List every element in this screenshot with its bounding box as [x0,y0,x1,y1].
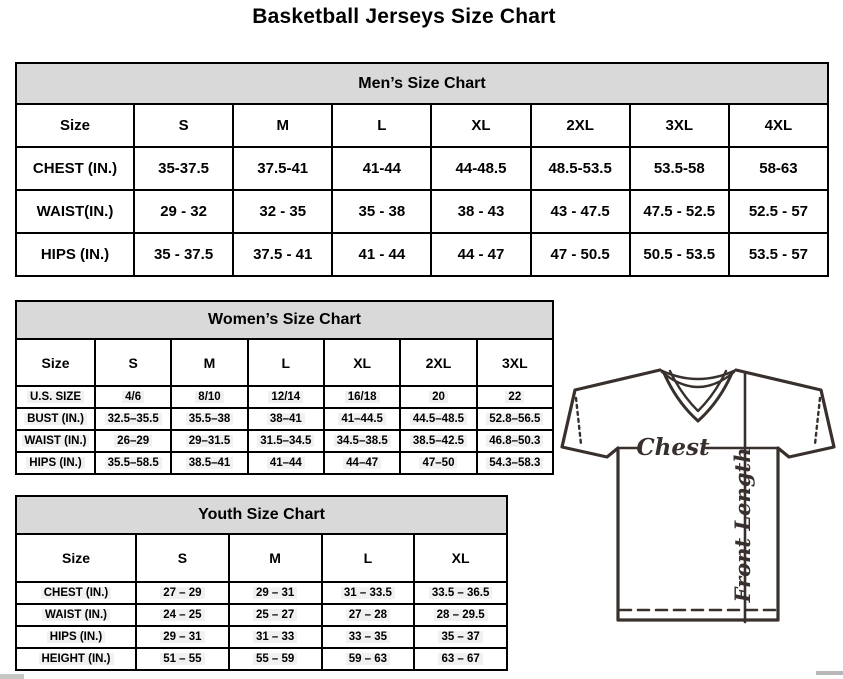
table-cell [324,386,400,408]
cell-value: 38.5–42.5 [410,435,467,447]
mens-table-title: Men’s Size Chart [16,63,828,104]
table-row [16,604,507,626]
table-cell [171,452,247,474]
cell-value: 29 – 31 [253,587,297,599]
column-header: XL [431,104,530,147]
table-cell [229,648,322,670]
row-label [16,386,95,408]
cell-value: HIPS (IN.) [26,457,84,469]
table-cell [477,386,553,408]
cell-value: CHEST (IN.) [41,587,112,599]
table-cell: 47.5 - 52.5 [630,190,729,233]
cell-value: 44.5–48.5 [410,413,467,425]
cell-value: 35.5–58.5 [105,457,162,469]
table-cell [400,430,476,452]
table-cell: 52.5 - 57 [729,190,828,233]
cell-value: 41–44 [267,457,305,469]
cell-value: 27 – 28 [346,609,390,621]
table-cell: 41-44 [332,147,431,190]
womens-size-table [15,300,554,473]
column-header: Size [16,104,134,147]
cell-value: 33 – 35 [346,631,390,643]
table-cell: 43 - 47.5 [531,190,630,233]
row-label [16,452,95,474]
cell-value: 47–50 [419,457,457,469]
row-label [16,430,95,452]
column-header: 4XL [729,104,828,147]
cell-value: 28 – 29.5 [434,609,488,621]
column-header: L [248,339,324,386]
table-row [16,626,507,648]
table-row [16,408,553,430]
cell-value: 29–31.5 [186,435,234,447]
column-header: L [322,534,415,582]
cell-value: HIPS (IN.) [47,631,105,643]
cell-value: U.S. SIZE [27,391,84,403]
table-cell [136,648,229,670]
left-sleeve-seam-dashed [576,398,581,444]
cell-value: 35.5–38 [186,413,234,425]
table-cell [229,582,322,604]
cell-value: 26–29 [114,435,152,447]
cell-value: 31 – 33.5 [341,587,395,599]
table-row [16,386,553,408]
table-cell: 29 - 32 [134,190,233,233]
table-cell: 50.5 - 53.5 [630,233,729,276]
column-header: 2XL [531,104,630,147]
youth-header-row [16,534,507,582]
table-cell [322,604,415,626]
column-header: Size [16,534,136,582]
table-cell [95,408,171,430]
table-cell: 48.5-53.5 [531,147,630,190]
column-header: 3XL [630,104,729,147]
cell-value: 31 – 33 [253,631,297,643]
table-cell [400,386,476,408]
table-cell [414,604,507,626]
cell-value: 38–41 [267,413,305,425]
table-cell [477,452,553,474]
table-cell [229,626,322,648]
cell-value: 12/14 [268,391,303,403]
table-cell [324,430,400,452]
row-label: CHEST (IN.) [16,147,134,190]
cell-value: 35 – 37 [438,631,482,643]
cell-value: 52.8–56.5 [486,413,543,425]
cell-value: 51 – 55 [160,653,204,665]
row-label [16,626,136,648]
table-row [16,233,828,276]
chest-label: Chest [636,434,710,461]
table-cell: 41 - 44 [332,233,431,276]
row-label: HIPS (IN.) [16,233,134,276]
table-row [16,582,507,604]
cell-value: WAIST (IN.) [42,609,110,621]
table-cell [414,582,507,604]
table-row [16,147,828,190]
cell-value: 46.8–50.3 [486,435,543,447]
table-cell [171,430,247,452]
table-cell: 53.5 - 57 [729,233,828,276]
table-cell [95,452,171,474]
jersey-measurement-diagram [552,362,843,630]
row-label: WAIST(IN.) [16,190,134,233]
table-cell: 37.5-41 [233,147,332,190]
cell-value: 22 [505,391,524,403]
row-label [16,582,136,604]
cell-value: 16/18 [345,391,380,403]
column-header: S [136,534,229,582]
table-cell: 35-37.5 [134,147,233,190]
right-sleeve-seam-dashed [815,398,820,444]
cell-value: 32.5–35.5 [105,413,162,425]
front-length-label: Front Length [730,447,755,603]
cell-value: 41–44.5 [338,413,386,425]
table-cell [477,430,553,452]
cell-value: HEIGHT (IN.) [39,653,114,665]
youth-table-title: Youth Size Chart [16,496,507,534]
table-row [16,430,553,452]
cell-value: WAIST (IN.) [22,435,90,447]
table-cell [171,408,247,430]
cell-value: 4/6 [122,391,144,403]
column-header: M [171,339,247,386]
table-cell [136,626,229,648]
table-cell: 35 - 37.5 [134,233,233,276]
column-header: XL [414,534,507,582]
table-cell: 32 - 35 [233,190,332,233]
column-header: 2XL [400,339,476,386]
cell-value: 34.5–38.5 [334,435,391,447]
mens-size-table [15,62,829,275]
cell-value: 20 [429,391,448,403]
cell-value: 59 – 63 [346,653,390,665]
scrollbar-thumb-bottom-right[interactable] [816,671,843,675]
column-header: XL [324,339,400,386]
table-row [16,648,507,670]
table-cell: 37.5 - 41 [233,233,332,276]
table-cell [95,430,171,452]
cell-value: 33.5 – 36.5 [429,587,493,599]
table-cell [477,408,553,430]
cell-value: 25 – 27 [253,609,297,621]
table-cell: 47 - 50.5 [531,233,630,276]
table-cell [322,648,415,670]
table-cell [136,582,229,604]
womens-header-row [16,339,553,386]
cell-value: 29 – 31 [160,631,204,643]
table-cell [414,626,507,648]
table-cell: 35 - 38 [332,190,431,233]
row-label [16,604,136,626]
column-header: S [134,104,233,147]
cell-value: BUST (IN.) [24,413,87,425]
table-cell [136,604,229,626]
table-cell [322,582,415,604]
cell-value: 8/10 [195,391,223,403]
table-cell [95,386,171,408]
jersey-diagram-svg [552,362,843,630]
cell-value: 27 – 29 [160,587,204,599]
table-row [16,452,553,474]
cell-value: 55 – 59 [253,653,297,665]
table-cell [248,408,324,430]
table-cell [400,452,476,474]
table-row [16,190,828,233]
column-header: M [233,104,332,147]
cell-value: 24 – 25 [160,609,204,621]
column-header: M [229,534,322,582]
table-cell [229,604,322,626]
cell-value: 44–47 [343,457,381,469]
table-cell [248,452,324,474]
column-header: L [332,104,431,147]
cell-value: 31.5–34.5 [257,435,314,447]
table-cell [171,386,247,408]
table-cell: 53.5-58 [630,147,729,190]
table-cell [322,626,415,648]
column-header: 3XL [477,339,553,386]
row-label [16,408,95,430]
table-cell: 58-63 [729,147,828,190]
mens-header-row [16,104,828,147]
row-label [16,648,136,670]
table-cell [324,452,400,474]
table-cell: 44 - 47 [431,233,530,276]
cell-value: 54.3–58.3 [486,457,543,469]
youth-size-table [15,495,508,669]
cell-value: 38.5–41 [186,457,234,469]
table-cell [414,648,507,670]
table-cell: 38 - 43 [431,190,530,233]
column-header: S [95,339,171,386]
cell-value: 63 – 67 [438,653,482,665]
scrollbar-thumb-bottom-left[interactable] [0,674,24,679]
womens-table-title: Women’s Size Chart [16,301,553,339]
jersey-outline [562,370,834,620]
page-title: Basketball Jerseys Size Chart [252,5,556,28]
table-cell [324,408,400,430]
column-header: Size [16,339,95,386]
table-cell [248,430,324,452]
table-cell [400,408,476,430]
table-cell [248,386,324,408]
table-cell: 44-48.5 [431,147,530,190]
